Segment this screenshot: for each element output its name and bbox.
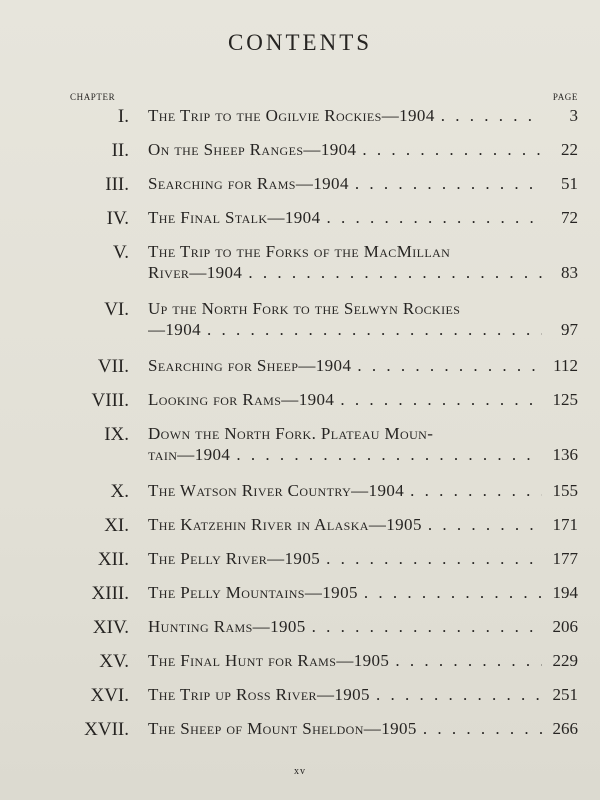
dot-leader xyxy=(423,719,542,739)
chapter-title-line xyxy=(148,320,542,340)
chapter-title-line xyxy=(148,685,542,705)
dot-leader xyxy=(362,140,542,160)
page-number: 72 xyxy=(561,208,578,227)
chapter-title-text: The Watson River Country—1904 xyxy=(148,481,405,500)
page-number: 136 xyxy=(552,445,578,464)
chapter-numeral: XV. xyxy=(99,651,129,672)
page-number: 177 xyxy=(552,549,578,568)
dot-leader xyxy=(428,515,542,535)
dot-leader xyxy=(441,106,542,126)
page-number: 3 xyxy=(569,106,578,125)
page-number: 194 xyxy=(552,583,578,602)
chapter-numeral: XII. xyxy=(97,549,129,570)
chapter-title-line xyxy=(148,174,542,194)
chapter-title-text: The Final Hunt for Rams—1905 xyxy=(148,651,390,670)
dot-leader xyxy=(326,549,542,569)
page-column-header: PAGE xyxy=(552,92,578,102)
chapter-title-line xyxy=(148,106,542,126)
chapter-numeral: VI. xyxy=(104,299,129,320)
dot-leader xyxy=(410,481,542,501)
page-number: 83 xyxy=(561,263,578,282)
chapter-title-line xyxy=(148,390,542,410)
chapter-title-text: The Final Stalk—1904 xyxy=(148,208,321,227)
chapter-title-text: Searching for Rams—1904 xyxy=(148,174,349,193)
chapter-numeral: X. xyxy=(110,481,129,502)
chapter-title-line xyxy=(148,617,542,637)
page-number: 22 xyxy=(561,140,578,159)
chapter-title-line xyxy=(148,208,542,228)
chapter-title-text: Down the North Fork. Plateau Moun- xyxy=(148,424,434,443)
chapter-title-line xyxy=(148,515,542,535)
dot-leader xyxy=(312,617,542,637)
page-title: CONTENTS xyxy=(227,30,373,55)
dot-leader xyxy=(340,390,542,410)
dot-leader xyxy=(395,651,542,671)
chapter-title-text: Hunting Rams—1905 xyxy=(148,617,306,636)
chapter-title-line xyxy=(148,481,542,501)
page-number: 97 xyxy=(561,320,578,339)
chapter-numeral: VII. xyxy=(97,356,129,377)
chapter-numeral: XIII. xyxy=(91,583,129,604)
chapter-title-text: The Trip to the Forks of the MacMillan xyxy=(148,242,451,261)
chapter-title-line xyxy=(148,651,542,671)
chapter-column-header: CHAPTER xyxy=(70,92,116,102)
chapter-title-line xyxy=(148,140,542,160)
dot-leader xyxy=(236,445,542,465)
dot-leader xyxy=(248,263,542,283)
chapter-title-text: —1904 xyxy=(148,320,201,339)
chapter-numeral: IV. xyxy=(106,208,129,229)
dot-leader xyxy=(326,208,542,228)
chapter-title-line xyxy=(148,263,542,283)
chapter-title-text: Searching for Sheep—1904 xyxy=(148,356,352,375)
chapter-title-text: The Trip up Ross River—1905 xyxy=(148,685,370,704)
page-number: 125 xyxy=(552,390,578,409)
chapter-title-text: The Pelly River—1905 xyxy=(148,549,321,568)
page-number: 112 xyxy=(553,356,578,375)
chapter-title-line xyxy=(148,299,542,319)
chapter-numeral: V. xyxy=(112,242,129,263)
chapter-numeral: VIII. xyxy=(91,390,129,411)
chapter-title-text: River—1904 xyxy=(148,263,243,282)
chapter-title-line xyxy=(148,549,542,569)
chapter-numeral: II. xyxy=(111,140,129,161)
chapter-numeral: XVII. xyxy=(84,719,129,740)
dot-leader xyxy=(376,685,542,705)
page-number: 206 xyxy=(552,617,578,636)
chapter-title-text: Looking for Rams—1904 xyxy=(148,390,335,409)
page-number: 266 xyxy=(552,719,578,738)
chapter-numeral: I. xyxy=(117,106,129,127)
page-number: 155 xyxy=(552,481,578,500)
chapter-title-text: Up the North Fork to the Selwyn Rockies xyxy=(148,299,461,318)
chapter-title-text: On the Sheep Ranges—1904 xyxy=(148,140,357,159)
chapter-title-line xyxy=(148,583,542,603)
chapter-numeral: XI. xyxy=(104,515,129,536)
dot-leader xyxy=(364,583,542,603)
chapter-title-text: The Trip to the Ogilvie Rockies—1904 xyxy=(148,106,435,125)
chapter-title-text: The Pelly Mountains—1905 xyxy=(148,583,358,602)
dot-leader xyxy=(355,174,542,194)
chapter-title-line xyxy=(148,719,542,739)
chapter-title-line xyxy=(148,242,542,262)
dot-leader xyxy=(357,356,542,376)
chapter-numeral: XIV. xyxy=(92,617,129,638)
chapter-numeral: III. xyxy=(105,174,129,195)
page-number-footer: xv xyxy=(294,766,306,777)
page-number: 251 xyxy=(552,685,578,704)
chapter-title-text: tain—1904 xyxy=(148,445,231,464)
chapter-title-line xyxy=(148,356,542,376)
page-number: 51 xyxy=(561,174,578,193)
chapter-title-text: The Sheep of Mount Sheldon—1905 xyxy=(148,719,417,738)
dot-leader xyxy=(207,320,542,340)
page-number: 171 xyxy=(552,515,578,534)
page-number: 229 xyxy=(552,651,578,670)
chapter-title-text: The Katzehin River in Alaska—1905 xyxy=(148,515,422,534)
chapter-numeral: XVI. xyxy=(90,685,129,706)
chapter-title-line xyxy=(148,445,542,465)
chapter-title-line xyxy=(148,424,542,444)
chapter-numeral: IX. xyxy=(104,424,129,445)
